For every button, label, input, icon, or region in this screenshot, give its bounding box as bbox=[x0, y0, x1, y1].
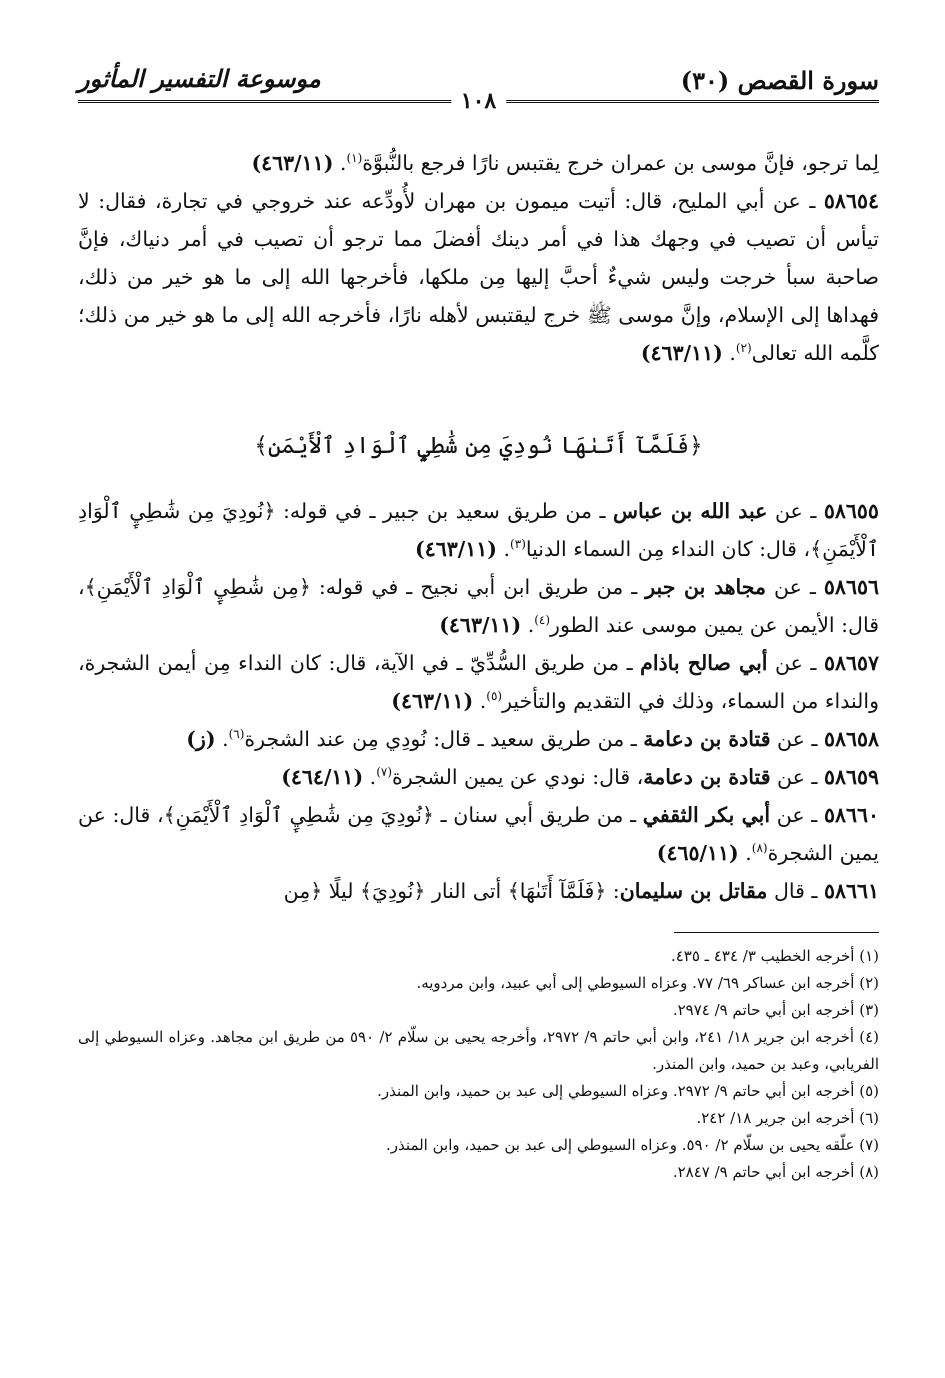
footnote-marker: (٢) bbox=[735, 341, 752, 356]
reference: (٤٦٣/١١) bbox=[640, 341, 723, 365]
footnote-marker: (١) bbox=[346, 151, 363, 166]
quran-verse-heading: ﴿فَلَمَّآ أَتَىٰهَا نُودِيَ مِن شَٰطِيِٕ ٱلْوَادِ ٱلْأَيْمَنِ﴾ bbox=[254, 433, 703, 459]
reference: (٤٦٤/١١) bbox=[281, 765, 364, 789]
narrator-name: قتادة بن دعامة bbox=[643, 727, 771, 751]
footnote-marker: (٧) bbox=[376, 765, 393, 780]
narrator-name: أبي صالح باذام bbox=[640, 651, 768, 675]
reference: (٤٦٣/١١) bbox=[439, 613, 522, 637]
footnote: (٨) أخرجه ابن أبي حاتم ٩/ ٢٨٤٧. bbox=[672, 1163, 879, 1181]
footnote: (٦) أخرجه ابن جرير ١٨/ ٢٤٢. bbox=[696, 1109, 879, 1127]
athar-number: ٥٨٦٥٦ bbox=[823, 575, 879, 599]
reference: (٤٦٣/١١) bbox=[251, 151, 334, 175]
narrator-name: قتادة بن دعامة bbox=[643, 765, 771, 789]
page-header bbox=[78, 60, 879, 116]
paragraph-58655: ٥٨٦٥٥ ـ عن عبد الله بن عباس ـ من طريق سعيد بن جبير ـ في قوله: ﴿نُودِيَ مِن شَٰطِيِٕ ٱلْوَادِ ٱلْأَيْمَنِ﴾، قال: كان النداء مِن السماء الدنيا$^{(٣)}$. (٤٦٣/١١) bbox=[78, 499, 879, 561]
footnote: (٥) أخرجه ابن أبي حاتم ٩/ ٢٩٧٢. وعزاه السيوطي إلى عبد بن حميد، وابن المنذر. bbox=[377, 1082, 879, 1100]
surah-title: سورة القصص (٣٠) bbox=[680, 66, 879, 95]
paragraph-intro: لِما ترجو، فإنَّ موسى بن عمران خرج يقتبس نارًا فرجع بالنُّبوَّة$^{(١)}$. (٤٦٣/١١) bbox=[251, 151, 879, 175]
document-page bbox=[78, 60, 879, 1338]
reference: (٤٦٣/١١) bbox=[415, 537, 497, 561]
footnote-marker: (٥) bbox=[486, 689, 503, 704]
paragraph-58661: ٥٨٦٦١ ـ قال مقاتل بن سليمان: ﴿فَلَمَّآ أَتَىٰهَا﴾ أتى النار ﴿نُودِيَ﴾ ليلًا ﴿مِن bbox=[283, 879, 879, 903]
footnotes bbox=[78, 943, 879, 1186]
footnote-divider bbox=[674, 932, 879, 933]
footnote-marker: (٦) bbox=[228, 727, 245, 742]
athar-number: ٥٨٦٥٥ bbox=[823, 499, 879, 523]
paragraph-58660: ٥٨٦٦٠ ـ عن أبي بكر الثقفي ـ من طريق أبي سنان ـ ﴿نُودِيَ مِن شَٰطِيِٕ ٱلْوَادِ ٱلْأَيْمَنِ﴾، قال: عن يمين الشجرة$^{(٨)}$. (٤٦٥/١١) bbox=[78, 803, 880, 865]
footnote: (٢) أخرجه ابن عساكر ٦٩/ ٧٧. وعزاه السيوطي إلى أبي عبيد، وابن مردويه. bbox=[416, 974, 879, 992]
athar-number: ٥٨٦٥٧ bbox=[823, 651, 879, 675]
footnote-marker: (٤) bbox=[534, 613, 551, 628]
narrator-name: مجاهد بن جبر bbox=[645, 575, 767, 599]
footnote-marker: (٣) bbox=[510, 537, 526, 552]
athar-number: ٥٨٦٥٤ bbox=[823, 189, 879, 213]
footnote: (٣) أخرجه ابن أبي حاتم ٩/ ٢٩٧٤. bbox=[672, 1001, 879, 1019]
paragraph-58659: ٥٨٦٥٩ ـ عن قتادة بن دعامة، قال: نودي عن يمين الشجرة$^{(٧)}$. (٤٦٤/١١) bbox=[281, 765, 879, 789]
reference: (٤٦٣/١١) bbox=[391, 689, 474, 713]
book-title: موسوعة التفسير المأثور bbox=[78, 64, 321, 93]
narrator-name: عبد الله بن عباس bbox=[613, 499, 768, 523]
paragraph-58654: ٥٨٦٥٤ ـ عن أبي المليح، قال: أتيت ميمون بن مهران لأُودِّعه عند خروجي في تجارة، فقال: لا تيأس أن تصيب في وجهك هذا في أمر دينك أفضلَ مما ترجو أن تصيب في أمر دنياك، فإنَّ صاحبة سبأ خرجت وليس شيءٌ أحبَّ إليها مِن ملكها، فأخرجها الله إلى ما هو خير من ذلك، فهداها إلى الإسلام، وإنَّ موسى ﷺ خرج ليقتبس لأهله نارًا، فأخرجه الله إلى ما هو خير من ذلك؛ كلَّمه الله تعالى$^{(٢)}$. (٤٦٣/١١) bbox=[78, 189, 879, 365]
footnote-marker: (٨) bbox=[751, 841, 768, 856]
page-number: ١٠٨ bbox=[451, 88, 506, 114]
athar-number: ٥٨٦٦١ bbox=[823, 879, 879, 903]
narrator-name: أبي بكر الثقفي bbox=[642, 803, 771, 827]
paragraph-58657: ٥٨٦٥٧ ـ عن أبي صالح باذام ـ من طريق السُّدِّيّ ـ في الآية، قال: كان النداء مِن أيمن الشجرة، والنداء من السماء، وذلك في التقديم والتأخير$^{(٥)}$. (٤٦٣/١١) bbox=[78, 651, 879, 713]
main-text bbox=[78, 144, 879, 910]
footnote: (١) أخرجه الخطيب ٣/ ٤٣٤ ـ ٤٣٥. bbox=[670, 947, 879, 965]
athar-number: ٥٨٦٥٨ bbox=[823, 727, 879, 751]
reference: (٤٦٥/١١) bbox=[656, 841, 739, 865]
footnote: (٤) أخرجه ابن جرير ١٨/ ٢٤١، وابن أبي حاتم ٩/ ٢٩٧٢، وأخرجه يحيى بن سلّام ٢/ ٥٩٠ من طريق ابن مجاهد. وعزاه السيوطي إلى الفريابي، وعبد بن حميد، وابن المنذر. bbox=[78, 1028, 879, 1073]
reference: (ز) bbox=[186, 727, 216, 751]
narrator-name: مقاتل بن سليمان bbox=[619, 879, 768, 903]
paragraph-58658: ٥٨٦٥٨ ـ عن قتادة بن دعامة ـ من طريق سعيد ـ قال: نُودِي مِن عند الشجرة$^{(٦)}$. (ز) bbox=[186, 727, 879, 751]
athar-number: ٥٨٦٦٠ bbox=[823, 803, 880, 827]
footnote: (٧) علّقه يحيى بن سلّام ٢/ ٥٩٠. وعزاه السيوطي إلى عبد بن حميد، وابن المنذر. bbox=[386, 1136, 879, 1154]
athar-number: ٥٨٦٥٩ bbox=[823, 765, 879, 789]
paragraph-58656: ٥٨٦٥٦ ـ عن مجاهد بن جبر ـ من طريق ابن أبي نجيح ـ في قوله: ﴿مِن شَٰطِيِٕ ٱلْوَادِ ٱلْأَيْمَنِ﴾، قال: الأيمن عن يمين موسى عند الطور$^{(٤)}$. (٤٦٣/١١) bbox=[78, 575, 879, 637]
